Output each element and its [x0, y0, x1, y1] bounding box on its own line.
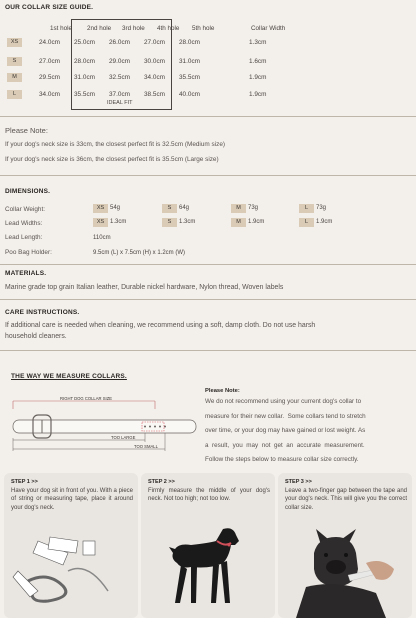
divider — [0, 350, 416, 351]
size-table-cell: 31.0cm — [74, 74, 95, 81]
size-table-header: 3rd hole — [122, 25, 145, 32]
divider — [0, 299, 416, 300]
size-table-cell: 27.0cm — [39, 58, 60, 65]
dimension-value: 73g — [316, 205, 327, 211]
size-badge: M — [231, 218, 246, 227]
step-2-title: STEP 2 >> — [148, 479, 175, 485]
materials-text: Marine grade top grain Italian leather, Durable nickel hardware, Nylon thread, Woven labels — [5, 284, 284, 291]
dog-silhouette-image — [161, 523, 261, 618]
size-badge: S — [162, 204, 177, 213]
size-table-cell: 24.0cm — [39, 39, 60, 46]
size-guide-title: OUR COLLAR SIZE GUIDE. — [5, 4, 94, 11]
size-table-cell: 35.5cm — [179, 74, 200, 81]
size-table-cell: 27.0cm — [144, 39, 165, 46]
size-table-cell: 40.0cm — [179, 91, 200, 98]
size-badge: S — [7, 57, 22, 66]
materials-title: MATERIALS. — [5, 270, 47, 277]
lead-length-value: 110cm — [93, 235, 111, 241]
dimension-value: 64g — [179, 205, 190, 211]
size-badge: L — [299, 204, 314, 213]
size-table-header: 1st hole — [50, 25, 73, 32]
size-badge: S — [162, 218, 177, 227]
note-line-2: If your dog's neck size is 36cm, the closest perfect fit is 35.5cm (Large size) — [5, 156, 219, 163]
measure-note-line: a result, you may not get an accurate measurement. — [205, 441, 365, 449]
care-line-1: If additional care is needed when cleaning, we recommend using a soft, damp cloth. Do not use harsh — [5, 322, 316, 329]
size-table-cell: 1.6cm — [249, 58, 267, 65]
care-line-2: household cleaners. — [5, 333, 67, 340]
dimension-value: 54g — [110, 205, 121, 211]
size-table-header: 4th hole — [157, 25, 180, 32]
collar-measure-diagram — [5, 394, 203, 458]
size-badge: L — [299, 218, 314, 227]
poo-bag-label: Poo Bag Holder: — [5, 249, 52, 256]
size-table-cell: 31.0cm — [179, 58, 200, 65]
measuring-tape-image — [8, 531, 134, 618]
note-title: Please Note: — [5, 126, 48, 135]
size-badge: XS — [93, 204, 108, 213]
dimensions-title: DIMENSIONS. — [5, 188, 51, 195]
size-table-cell: 25.0cm — [74, 39, 95, 46]
step-card-3 — [278, 473, 412, 618]
step-1-text: Have your dog sit in front of you. With a piece of string or measuring tape, place it around your dog's neck. — [11, 488, 133, 511]
divider — [0, 175, 416, 176]
note-line-1: If your dog's neck size is 33cm, the closest perfect fit is 32.5cm (Medium size) — [5, 141, 226, 148]
size-table-cell: 34.0cm — [39, 91, 60, 98]
size-badge: XS — [93, 218, 108, 227]
step-2-text: Firmly measure the middle of your dog's neck. Not too high; not too low. — [148, 488, 270, 503]
lead-length-label: Lead Length: — [5, 234, 43, 241]
diagram-too-large-label: TOO LARGE — [111, 435, 136, 440]
size-table-cell: 1.9cm — [249, 74, 267, 81]
size-table-header: 2nd hole — [87, 25, 112, 32]
dimension-value: 1.3cm — [110, 219, 127, 225]
size-table-cell: 38.5cm — [144, 91, 165, 98]
measure-note-line: We do not recommend using your current dog's collar to — [205, 398, 362, 405]
dimension-value: 1.9cm — [316, 219, 333, 225]
dimension-value: 1.3cm — [179, 219, 196, 225]
measure-title: THE WAY WE MEASURE COLLARS. — [11, 373, 127, 380]
measure-note-line: Follow the steps below to measure collar size correctly. — [205, 456, 359, 463]
step-3-text: Leave a two-finger gap between the tape and your dog's neck. This will give you the correct collar size. — [285, 488, 407, 511]
dog-measuring-photo — [286, 523, 408, 618]
collar-weight-label: Collar Weight: — [5, 206, 46, 213]
size-table-header: 5th hole — [192, 25, 215, 32]
measure-note-line: measure for their new collar. Some collars tend to stretch — [205, 412, 366, 420]
ideal-fit-label: IDEAL FIT — [107, 100, 133, 106]
size-table-header: Collar Width — [251, 25, 286, 32]
size-table-cell: 1.3cm — [249, 39, 267, 46]
diagram-too-small-label: TOO SMALL — [134, 444, 158, 449]
diagram-right-label: RIGHT DOG COLLAR SIZE — [60, 396, 113, 401]
step-card-2 — [141, 473, 275, 618]
size-table-cell: 29.5cm — [39, 74, 60, 81]
size-table-cell: 29.0cm — [109, 58, 130, 65]
dimension-value: 1.9cm — [248, 219, 265, 225]
care-title: CARE INSTRUCTIONS. — [5, 309, 80, 316]
size-badge: L — [7, 90, 22, 99]
size-table-cell: 35.5cm — [74, 91, 95, 98]
size-table-cell: 26.0cm — [109, 39, 130, 46]
step-3-title: STEP 3 >> — [285, 479, 312, 485]
size-table-cell: 37.0cm — [109, 91, 130, 98]
size-table-cell: 28.0cm — [179, 39, 200, 46]
size-table-cell: 34.0cm — [144, 74, 165, 81]
size-badge: M — [7, 73, 22, 82]
step-card-1 — [4, 473, 138, 618]
divider — [0, 264, 416, 265]
size-badge: M — [231, 204, 246, 213]
lead-widths-label: Lead Widths: — [5, 220, 43, 227]
size-table-cell: 1.9cm — [249, 91, 267, 98]
measure-note-line: over time, or your dog may have gained or lost weight. As — [205, 427, 366, 434]
divider — [0, 116, 416, 117]
size-table-cell: 28.0cm — [74, 58, 95, 65]
measure-note-title: Please Note: — [205, 388, 240, 394]
poo-bag-value: 9.5cm (L) x 7.5cm (H) x 1.2cm (W) — [93, 250, 186, 256]
size-table-cell: 32.5cm — [109, 74, 130, 81]
size-table-cell: 30.0cm — [144, 58, 165, 65]
step-1-title: STEP 1 >> — [11, 479, 38, 485]
dimension-value: 73g — [248, 205, 259, 211]
size-badge: XS — [7, 38, 22, 47]
